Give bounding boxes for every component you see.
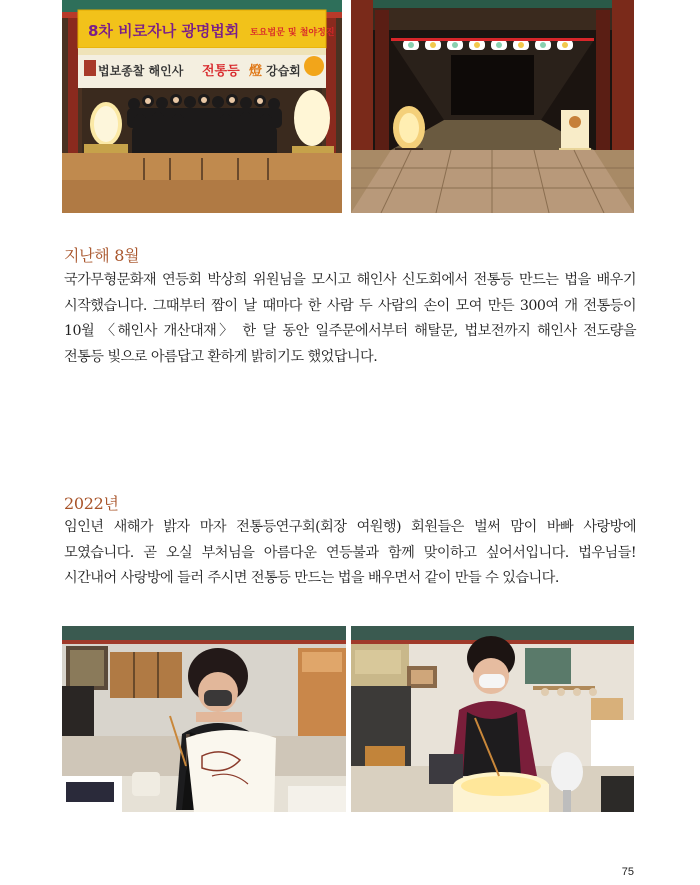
- banner1-sub-text: 토요법문 및 철야정진: [250, 28, 335, 38]
- section-body-last-august: 국가무형문화재 연등회 박상희 위원님을 모시고 해인사 신도회에서 전통등 만드는 법을 배우기 시작했습니다. 그때부터 짬이 날 때마다 한 사람 두 사람의 손이 모여 만든 300여 개 전통등이 10월 〈해인사 개산대재〉 한 달 동안 일주문에서부터 해탈문, 법보전까지 해인사 전도량을 전통등 빛으로 아름답고 환하게 밝히기도 했었답니다.: [64, 272, 636, 365]
- banner2-main-text: 전통등: [202, 64, 240, 79]
- banner2-hanja-text: 燈: [249, 64, 263, 79]
- page-number: 75: [621, 866, 634, 878]
- section-body-2022: 임인년 새해가 밝자 마자 전통등연구회(회장 여원행) 회원들은 벌써 맘이 바빠 사랑방에 모였습니다. 곧 오실 부처님을 아름다운 연등불과 함께 맞이하고 싶어서입니다. 법우님들! 시간내어 사랑방에 들러 주시면 전통등 만드는 법을 배우면서 같이 만들 수 있습니다.: [64, 519, 636, 586]
- photo-group-workshop: [62, 0, 342, 213]
- photo-lantern-hall-image: [351, 0, 634, 213]
- photo-group-workshop-image: [62, 0, 342, 213]
- banner1-main-text: 8차 비로자나 광명법회: [88, 22, 240, 40]
- banner2-suffix-text: 강습회: [266, 64, 301, 78]
- photo-lantern-hall: [351, 0, 634, 213]
- section-heading-2022: 2022년: [64, 494, 119, 513]
- photo-woman-painting-left-image: [62, 626, 346, 812]
- photo-woman-painting-right: [351, 626, 634, 812]
- photo-woman-painting-right-image: [351, 626, 634, 812]
- banner2-prefix-text: 법보종찰 해인사: [98, 64, 184, 78]
- section-heading-last-august: 지난해 8월: [64, 246, 140, 265]
- photo-woman-painting-left: [62, 626, 346, 812]
